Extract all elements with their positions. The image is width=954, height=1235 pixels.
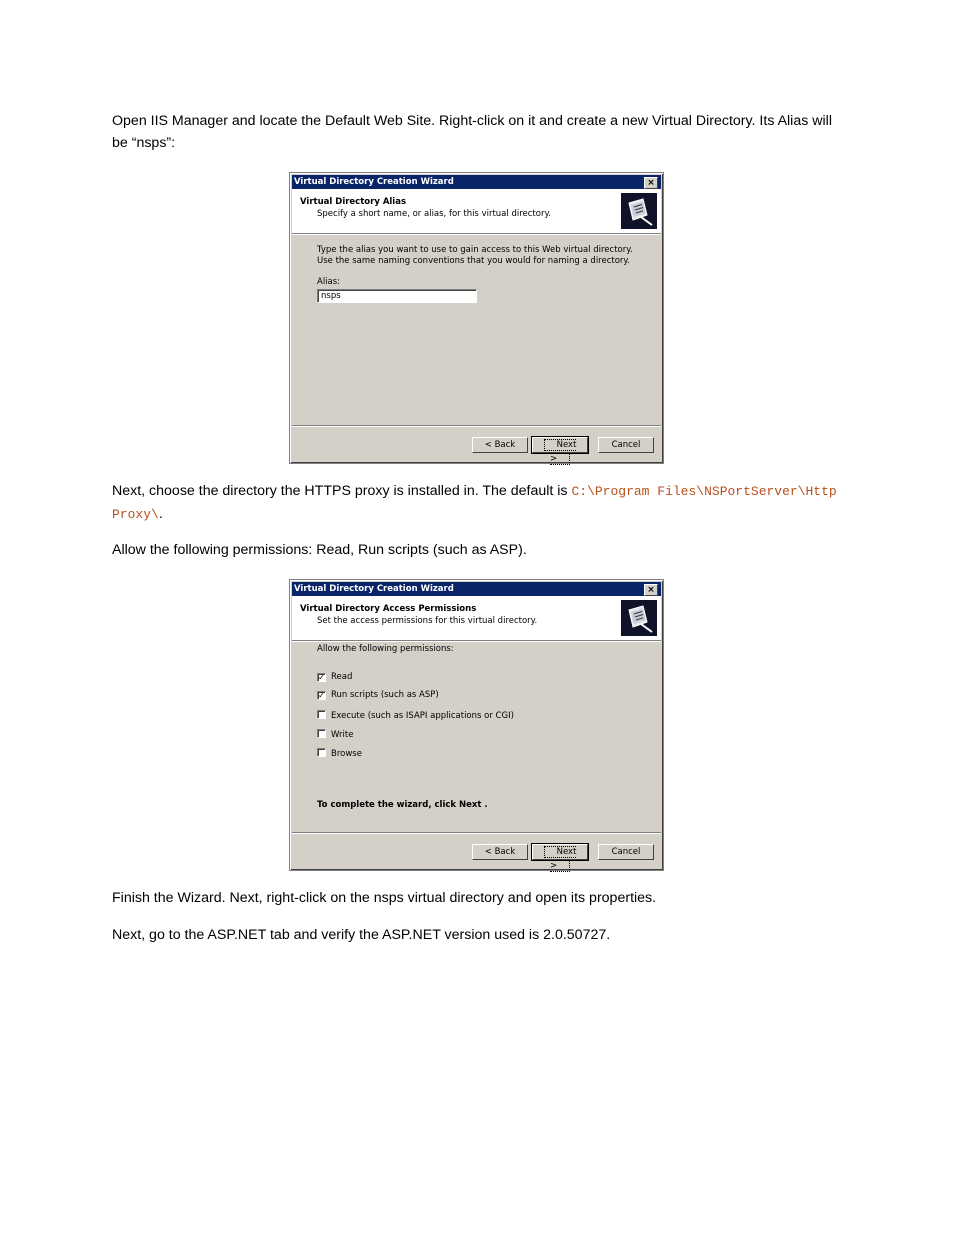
wizard-document-icon <box>621 600 657 636</box>
wizard-instructions: Type the alias you want to use to gain access to this Web virtual directory. Use the same naming conventions that you would for naming a directory. <box>317 245 633 266</box>
next-button[interactable]: Next > <box>532 844 588 860</box>
alias-input[interactable]: nsps <box>317 289 477 303</box>
instruction-paragraph-4: Finish the Wizard. Next, right-click on the nsps virtual directory and open its properties. <box>112 890 657 906</box>
wizard-step-subtitle: Set the access permissions for this virtual directory. <box>317 616 538 626</box>
wizard-titlebar <box>292 582 661 596</box>
alias-wizard-screenshot <box>289 172 664 464</box>
checkbox-execute[interactable] <box>317 710 326 719</box>
checkbox-run-scripts[interactable]: ✓ <box>318 691 325 700</box>
wizard-header <box>292 189 661 234</box>
instruction-paragraph-2 <box>112 480 847 526</box>
checkbox-read[interactable]: ✓ <box>318 673 325 682</box>
wizard-header <box>292 596 661 641</box>
permission-read[interactable]: ✓ Read <box>318 672 353 682</box>
wizard-titlebar <box>292 175 661 189</box>
permission-write[interactable]: Write <box>317 729 353 741</box>
permission-execute[interactable]: Execute (such as ISAPI applications or CGI) <box>317 710 514 722</box>
wizard-title: Virtual Directory Creation Wizard <box>294 177 454 187</box>
back-button[interactable]: < Back <box>472 844 528 860</box>
checkbox-browse[interactable] <box>317 748 326 757</box>
permissions-intro: Allow the following permissions: <box>317 644 454 654</box>
back-button[interactable]: < Back <box>472 437 528 453</box>
permissions-wizard-screenshot <box>289 579 664 871</box>
wizard-step-subtitle: Specify a short name, or alias, for this virtual directory. <box>317 209 551 219</box>
wizard-step-title: Virtual Directory Alias <box>300 197 407 207</box>
wizard-title: Virtual Directory Creation Wizard <box>294 584 454 594</box>
alias-label: Alias: <box>317 277 341 287</box>
permission-run-scripts[interactable]: ✓ Run scripts (such as ASP) <box>318 690 439 700</box>
complete-instruction: To complete the wizard, click Next . <box>317 800 488 810</box>
default-install-path: C:\Program Files\NSPortServer\Http Proxy\ <box>112 484 837 522</box>
wizard-step-title: Virtual Directory Access Permissions <box>300 604 477 614</box>
wizard-document-icon <box>621 193 657 229</box>
instruction-paragraph-5: Next, go to the ASP.NET tab and verify the ASP.NET version used is 2.0.50727. <box>112 927 611 943</box>
close-button[interactable]: × <box>644 584 658 596</box>
close-button[interactable]: × <box>644 177 658 189</box>
paragraph-2-text: Next, choose the directory the HTTPS proxy is installed in. The default is <box>112 483 572 499</box>
instruction-paragraph-1: Open IIS Manager and locate the Default Web Site. Right-click on it and create a new Virtual Directory. Its Alias will be “nsps”: <box>112 113 832 151</box>
next-button[interactable]: Next > <box>532 437 588 453</box>
checkbox-write[interactable] <box>317 729 326 738</box>
permission-browse[interactable]: Browse <box>317 748 362 760</box>
cancel-button[interactable]: Cancel <box>598 844 654 860</box>
paragraph-2-suffix: . <box>158 506 163 522</box>
instruction-paragraph-3: Allow the following permissions: Read, Run scripts (such as ASP). <box>112 542 527 558</box>
cancel-button[interactable]: Cancel <box>598 437 654 453</box>
